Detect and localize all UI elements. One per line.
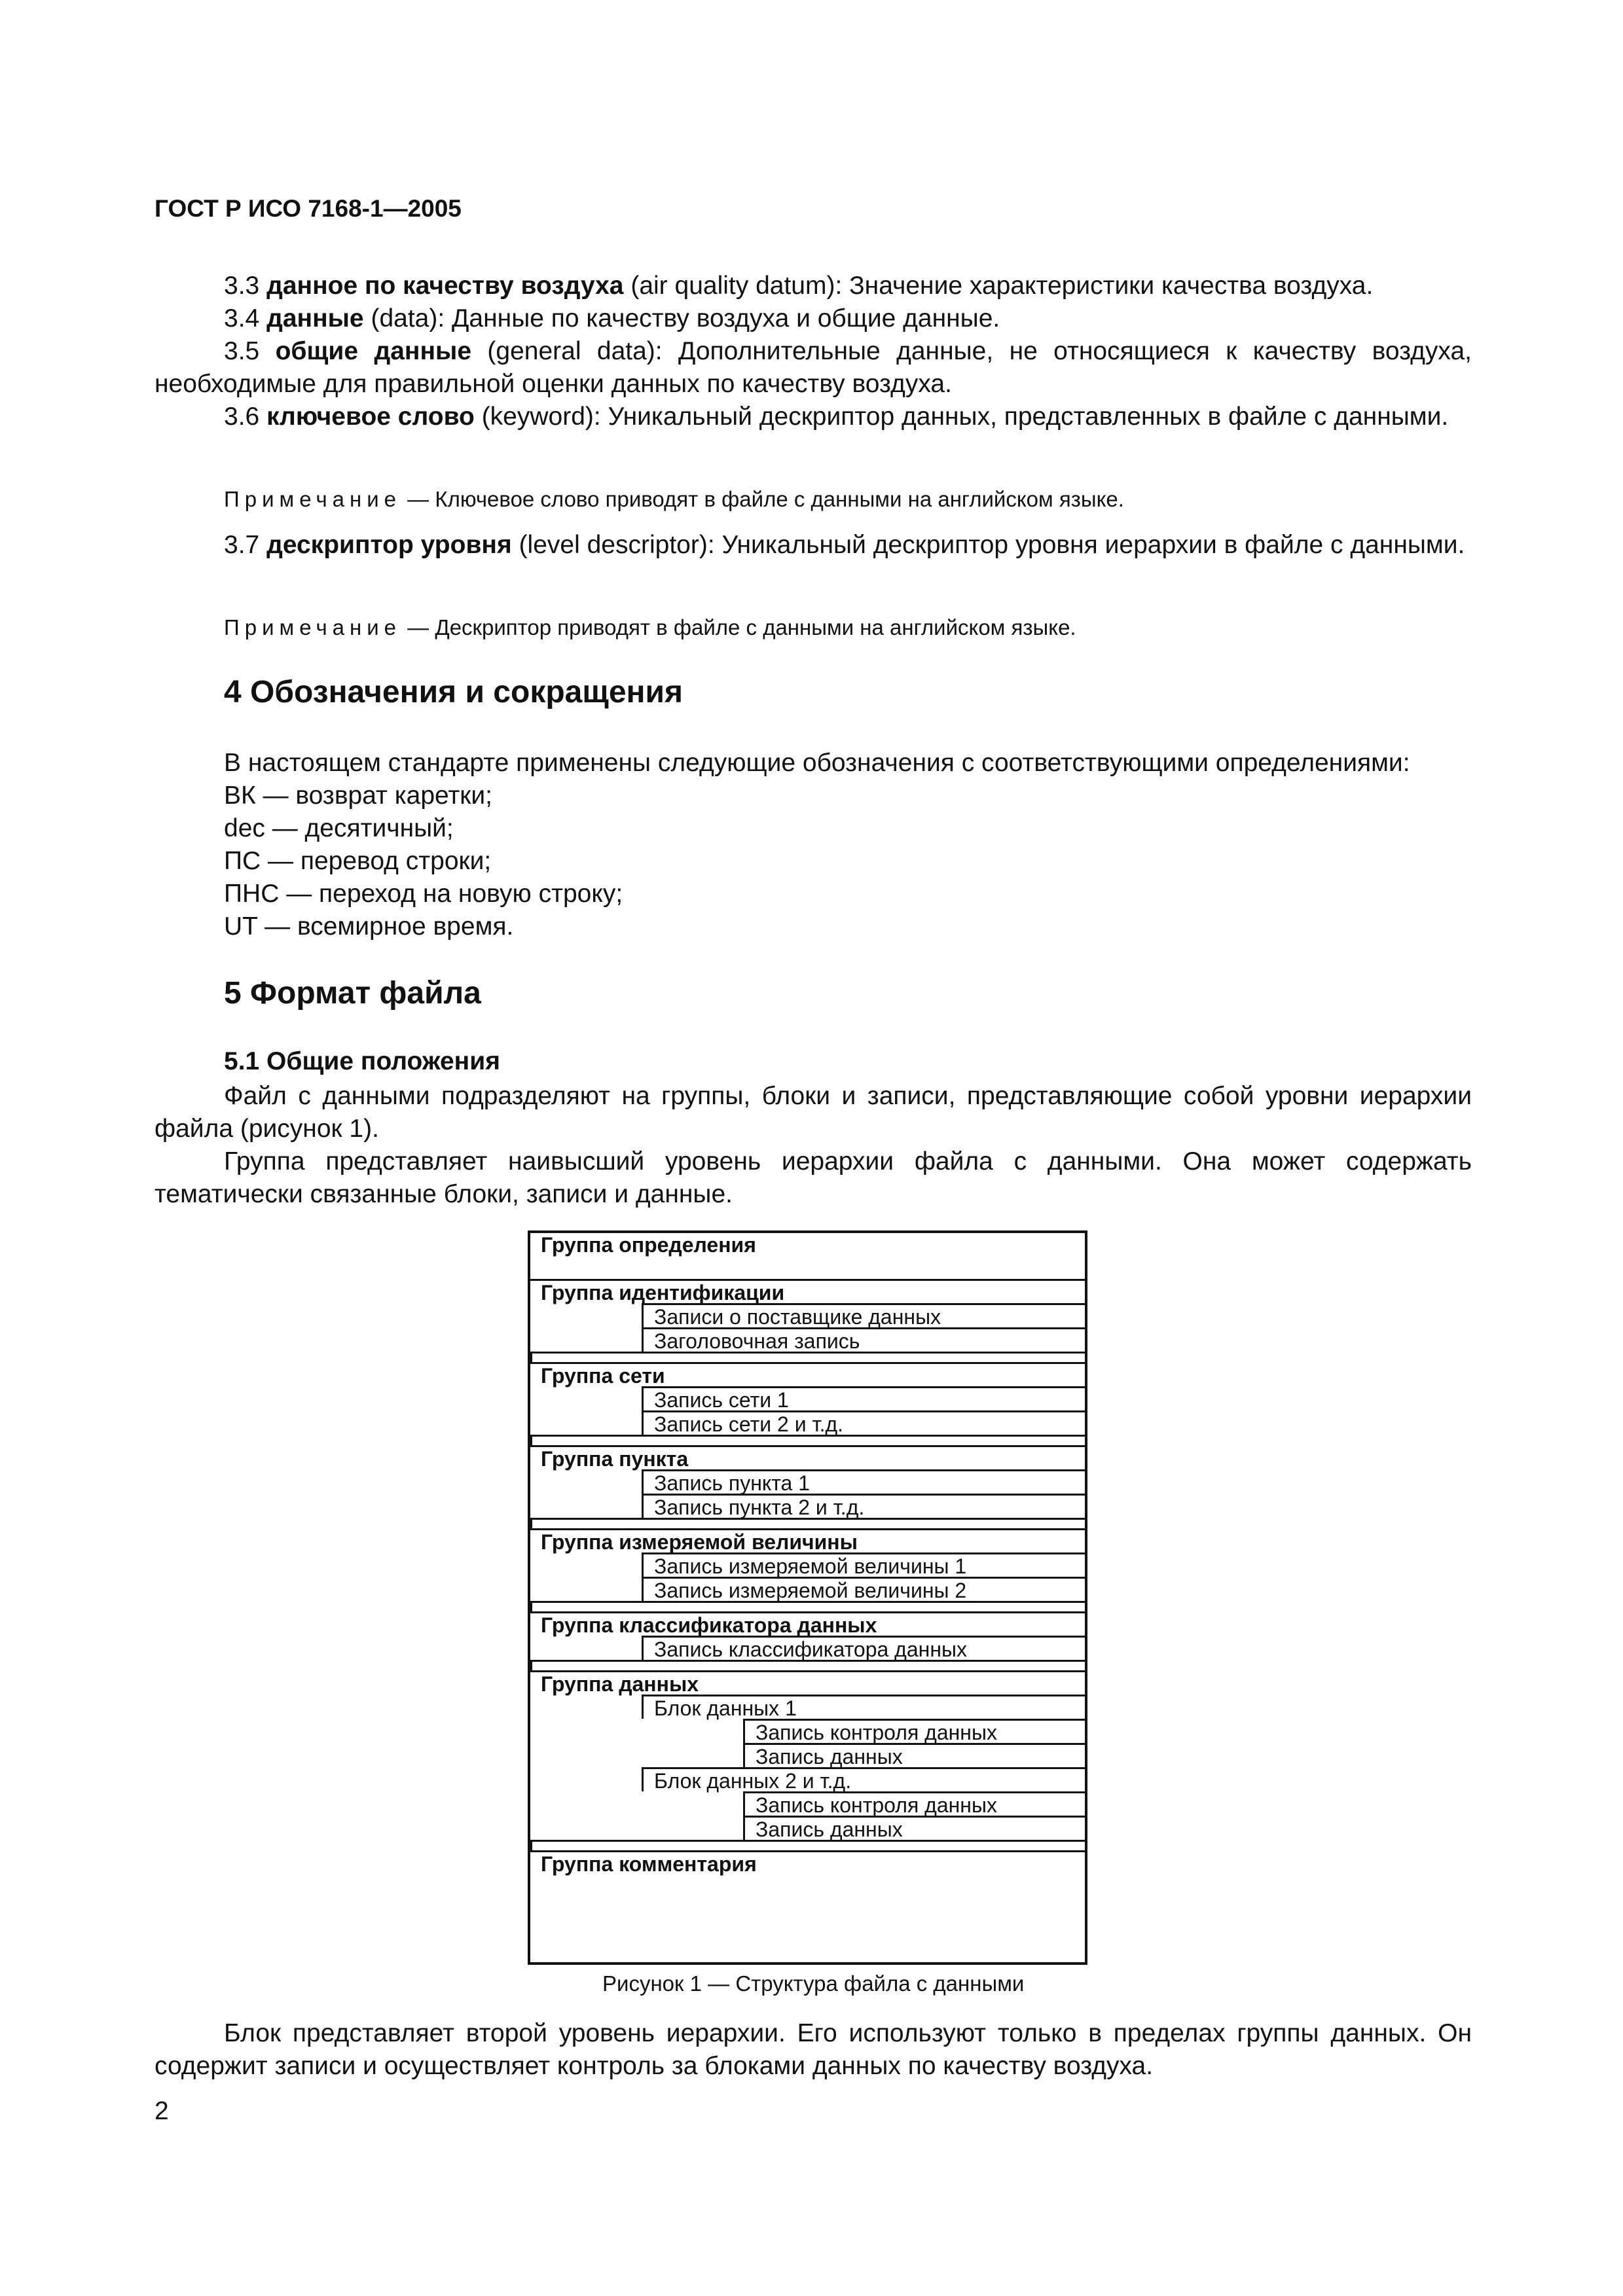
figure-group-row: Группа измеряемой величины (530, 1528, 1085, 1552)
figure-group-row: Группа определения (541, 1233, 756, 1257)
section-4-intro: В настоящем стандарте применены следующие обозначения с соответствующими определениями: (224, 749, 1410, 777)
figure-level2-row: Запись контроля данных (743, 1719, 1085, 1743)
figure-level1-row: Запись сети 1 (642, 1386, 1085, 1410)
figure-level1-row: Запись классификатора данных (642, 1636, 1085, 1660)
abbrev-item: ПНС — переход на новую строку; (224, 880, 623, 908)
section-5-1-para-1: Файл с данными подразделяют на группы, блоки и записи, представляющие собой уровни иерархии файла (рисунок 1). (155, 1082, 1472, 1143)
figure-caption: Рисунок 1 — Структура файла с данными (602, 1971, 1025, 1996)
figure-level2-row: Запись данных (743, 1816, 1085, 1840)
section-5-1-para-2: Группа представляет наивысший уровень иерархии файла с данными. Она может содержать тематически связанные блоки, записи и данные. (155, 1147, 1472, 1208)
figure-spacer-row (530, 1601, 1085, 1611)
figure-level2-row: Запись контроля данных (743, 1791, 1085, 1816)
figure-group-row: Группа идентификации (530, 1279, 1085, 1303)
figure-group-row: Группа комментария (530, 1850, 1085, 1874)
definition-3-5: 3.5 общие данные (general data): Дополнительные данные, не относящиеся к качеству воздуха, необходимые для правильной оценки данных по качеству воздуха. (155, 337, 1472, 398)
definition-3-6: 3.6 ключевое слово (keyword): Уникальный дескриптор данных, представленных в файле с данными. (224, 403, 1449, 431)
figure-group-row: Группа классификатора данных (530, 1611, 1085, 1636)
figure-spacer-row (530, 1840, 1085, 1850)
figure-level1-row: Записи о поставщике данных (642, 1303, 1085, 1327)
figure-level1-row: Запись пункта 1 (642, 1469, 1085, 1494)
definition-3-4: 3.4 данные (data): Данные по качеству воздуха и общие данные. (224, 304, 1000, 332)
figure-group-row: Группа данных (530, 1670, 1085, 1695)
figure-spacer-row (530, 1435, 1085, 1445)
definition-3-7: 3.7 дескриптор уровня (level descriptor): Уникальный дескриптор уровня иерархии в файле с данными. (224, 531, 1465, 559)
definition-3-3: 3.3 данное по качеству воздуха (air quality datum): Значение характеристики качества воздуха. (224, 272, 1374, 300)
figure-spacer-row (530, 1352, 1085, 1362)
abbrev-item: ПС — перевод строки; (224, 847, 492, 875)
figure-level1-row: Блок данных 2 и т.д. (642, 1767, 1085, 1791)
section-5-1-para-3: Блок представляет второй уровень иерархии. Его используют только в пределах группы данных. Он содержит записи и осуществляет контроль за блоками данных по качеству воздуха. (155, 2019, 1472, 2080)
page-number: 2 (155, 2097, 169, 2125)
section-5-title: 5 Формат файла (224, 976, 481, 1011)
figure-spacer-row (530, 1660, 1085, 1670)
section-4-title: 4 Обозначения и сокращения (224, 675, 684, 709)
figure-spacer-row (530, 1518, 1085, 1528)
abbrev-item: ВК — возврат каретки; (224, 781, 492, 810)
file-structure-figure (528, 1230, 1087, 1965)
figure-level2-row: Запись данных (743, 1743, 1085, 1767)
figure-level1-row: Запись сети 2 и т.д. (642, 1410, 1085, 1435)
note-descriptor: Примечание — Дескриптор приводят в файле с данными на английском языке. (224, 615, 1076, 639)
figure-level1-row: Заголовочная запись (642, 1327, 1085, 1352)
document-header: ГОСТ Р ИСО 7168-1—2005 (155, 195, 462, 222)
figure-level1-row: Запись измеряемой величины 1 (642, 1552, 1085, 1577)
figure-level1-row: Запись пункта 2 и т.д. (642, 1494, 1085, 1518)
figure-group-row: Группа сети (530, 1362, 1085, 1386)
figure-level1-row: Запись измеряемой величины 2 (642, 1577, 1085, 1601)
section-5-1-title: 5.1 Общие положения (224, 1047, 500, 1075)
abbrev-item: dec — десятичный; (224, 814, 454, 842)
abbrev-item: UT — всемирное время. (224, 912, 514, 941)
figure-level1-row: Блок данных 1 (642, 1695, 1085, 1719)
figure-group-row: Группа пункта (530, 1445, 1085, 1469)
note-keyword: Примечание — Ключевое слово приводят в файле с данными на английском языке. (224, 487, 1124, 511)
